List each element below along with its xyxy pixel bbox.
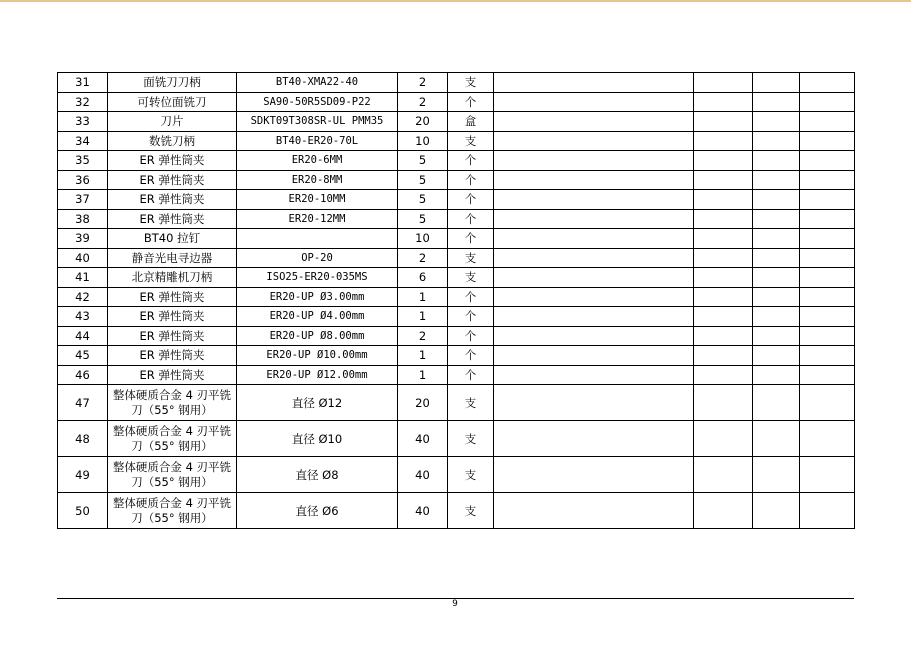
empty-cell — [753, 365, 800, 385]
empty-cell — [494, 92, 694, 112]
item-quantity-cell: 2 — [398, 92, 448, 112]
item-unit-cell: 个 — [448, 151, 494, 171]
empty-cell — [694, 385, 753, 421]
table-row — [58, 170, 855, 190]
empty-cell — [694, 326, 753, 346]
empty-cell — [694, 346, 753, 366]
item-quantity-cell: 40 — [398, 493, 448, 529]
empty-cell — [800, 326, 855, 346]
item-number-cell: 38 — [58, 209, 108, 229]
empty-cell — [800, 385, 855, 421]
table-row — [58, 151, 855, 171]
empty-cell — [494, 190, 694, 210]
empty-cell — [694, 73, 753, 93]
item-name-cell: ER 弹性筒夹 — [108, 190, 237, 210]
table-row — [58, 73, 855, 93]
empty-cell — [494, 421, 694, 457]
item-name-cell: ER 弹性筒夹 — [108, 151, 237, 171]
empty-cell — [694, 365, 753, 385]
item-number-cell: 32 — [58, 92, 108, 112]
empty-cell — [494, 73, 694, 93]
item-number-cell: 37 — [58, 190, 108, 210]
empty-cell — [694, 92, 753, 112]
item-unit-cell: 个 — [448, 326, 494, 346]
empty-cell — [800, 170, 855, 190]
item-quantity-cell: 5 — [398, 151, 448, 171]
item-name-cell: ER 弹性筒夹 — [108, 326, 237, 346]
table-row — [58, 326, 855, 346]
page-number: 9 — [452, 599, 458, 609]
item-model-cell: ER20-UP Ø8.00mm — [237, 326, 398, 346]
empty-cell — [753, 421, 800, 457]
item-name-cell: 整体硬质合金 4 刃平铣刀（55° 钢用） — [108, 493, 237, 529]
empty-cell — [753, 170, 800, 190]
table-row — [58, 287, 855, 307]
table-row — [58, 92, 855, 112]
item-name-cell: 整体硬质合金 4 刃平铣刀（55° 钢用） — [108, 385, 237, 421]
item-model-cell: 直径 Ø8 — [237, 457, 398, 493]
empty-cell — [694, 112, 753, 132]
item-model-cell: OP-20 — [237, 248, 398, 268]
empty-cell — [753, 385, 800, 421]
item-quantity-cell: 5 — [398, 209, 448, 229]
item-name-cell: ER 弹性筒夹 — [108, 307, 237, 327]
empty-cell — [800, 131, 855, 151]
empty-cell — [753, 112, 800, 132]
item-quantity-cell: 5 — [398, 170, 448, 190]
empty-cell — [753, 287, 800, 307]
item-number-cell: 42 — [58, 287, 108, 307]
item-unit-cell: 支 — [448, 73, 494, 93]
empty-cell — [753, 268, 800, 288]
item-quantity-cell: 10 — [398, 229, 448, 249]
item-name-cell: 可转位面铣刀 — [108, 92, 237, 112]
empty-cell — [753, 92, 800, 112]
item-name-cell: ER 弹性筒夹 — [108, 346, 237, 366]
empty-cell — [753, 326, 800, 346]
table-row — [58, 112, 855, 132]
item-quantity-cell: 1 — [398, 365, 448, 385]
table-row — [58, 248, 855, 268]
item-number-cell: 50 — [58, 493, 108, 529]
empty-cell — [694, 170, 753, 190]
item-quantity-cell: 1 — [398, 307, 448, 327]
item-unit-cell: 个 — [448, 170, 494, 190]
item-quantity-cell: 10 — [398, 131, 448, 151]
item-name-cell: 面铣刀刀柄 — [108, 73, 237, 93]
empty-cell — [694, 493, 753, 529]
empty-cell — [800, 190, 855, 210]
empty-cell — [694, 268, 753, 288]
item-quantity-cell: 2 — [398, 73, 448, 93]
table-body — [58, 73, 855, 529]
empty-cell — [800, 92, 855, 112]
empty-cell — [694, 248, 753, 268]
empty-cell — [753, 190, 800, 210]
empty-cell — [494, 112, 694, 132]
item-name-cell: BT40 拉钉 — [108, 229, 237, 249]
item-model-cell: ER20-UP Ø4.00mm — [237, 307, 398, 327]
empty-cell — [694, 209, 753, 229]
item-unit-cell: 个 — [448, 365, 494, 385]
empty-cell — [494, 287, 694, 307]
item-number-cell: 44 — [58, 326, 108, 346]
top-accent-rule — [0, 0, 911, 2]
item-number-cell: 35 — [58, 151, 108, 171]
empty-cell — [800, 287, 855, 307]
item-model-cell: ER20-8MM — [237, 170, 398, 190]
table-row — [58, 307, 855, 327]
empty-cell — [753, 151, 800, 171]
item-name-cell: ER 弹性筒夹 — [108, 209, 237, 229]
item-model-cell — [237, 229, 398, 249]
item-unit-cell: 支 — [448, 493, 494, 529]
item-model-cell: 直径 Ø10 — [237, 421, 398, 457]
empty-cell — [494, 326, 694, 346]
empty-cell — [800, 457, 855, 493]
item-unit-cell: 盒 — [448, 112, 494, 132]
empty-cell — [800, 248, 855, 268]
item-model-cell: SDKT09T308SR-UL PMM35 — [237, 112, 398, 132]
item-quantity-cell: 20 — [398, 112, 448, 132]
empty-cell — [753, 493, 800, 529]
empty-cell — [800, 229, 855, 249]
empty-cell — [494, 365, 694, 385]
empty-cell — [800, 209, 855, 229]
table-row — [58, 365, 855, 385]
table-row — [58, 493, 855, 529]
item-number-cell: 41 — [58, 268, 108, 288]
item-name-cell: ER 弹性筒夹 — [108, 365, 237, 385]
item-quantity-cell: 1 — [398, 287, 448, 307]
item-model-cell: 直径 Ø12 — [237, 385, 398, 421]
empty-cell — [800, 307, 855, 327]
item-number-cell: 46 — [58, 365, 108, 385]
item-unit-cell: 支 — [448, 421, 494, 457]
empty-cell — [694, 287, 753, 307]
empty-cell — [694, 457, 753, 493]
item-unit-cell: 支 — [448, 268, 494, 288]
item-name-cell: ER 弹性筒夹 — [108, 170, 237, 190]
item-quantity-cell: 6 — [398, 268, 448, 288]
item-unit-cell: 支 — [448, 457, 494, 493]
table-row — [58, 229, 855, 249]
item-unit-cell: 支 — [448, 385, 494, 421]
item-quantity-cell: 5 — [398, 190, 448, 210]
item-model-cell: SA90-50R5SD09-P22 — [237, 92, 398, 112]
item-unit-cell: 个 — [448, 190, 494, 210]
item-number-cell: 39 — [58, 229, 108, 249]
item-model-cell: ER20-UP Ø3.00mm — [237, 287, 398, 307]
item-unit-cell: 个 — [448, 287, 494, 307]
item-quantity-cell: 40 — [398, 457, 448, 493]
empty-cell — [800, 151, 855, 171]
empty-cell — [753, 229, 800, 249]
empty-cell — [494, 493, 694, 529]
item-number-cell: 43 — [58, 307, 108, 327]
item-name-cell: 数铣刀柄 — [108, 131, 237, 151]
item-unit-cell: 个 — [448, 229, 494, 249]
table-row — [58, 385, 855, 421]
item-name-cell: 北京精雕机刀柄 — [108, 268, 237, 288]
item-quantity-cell: 20 — [398, 385, 448, 421]
empty-cell — [753, 131, 800, 151]
empty-cell — [800, 73, 855, 93]
empty-cell — [694, 229, 753, 249]
item-quantity-cell: 1 — [398, 346, 448, 366]
table-row — [58, 131, 855, 151]
item-name-cell: 刀片 — [108, 112, 237, 132]
item-model-cell: ER20-UP Ø12.00mm — [237, 365, 398, 385]
item-quantity-cell: 40 — [398, 421, 448, 457]
item-number-cell: 49 — [58, 457, 108, 493]
item-quantity-cell: 2 — [398, 326, 448, 346]
item-unit-cell: 个 — [448, 346, 494, 366]
empty-cell — [694, 131, 753, 151]
item-number-cell: 48 — [58, 421, 108, 457]
item-quantity-cell: 2 — [398, 248, 448, 268]
item-unit-cell: 支 — [448, 248, 494, 268]
item-unit-cell: 支 — [448, 131, 494, 151]
item-model-cell: ER20-10MM — [237, 190, 398, 210]
item-number-cell: 31 — [58, 73, 108, 93]
item-model-cell: BT40-XMA22-40 — [237, 73, 398, 93]
item-number-cell: 47 — [58, 385, 108, 421]
item-model-cell: ER20-6MM — [237, 151, 398, 171]
empty-cell — [494, 457, 694, 493]
empty-cell — [494, 307, 694, 327]
empty-cell — [753, 248, 800, 268]
empty-cell — [494, 131, 694, 151]
item-name-cell: 整体硬质合金 4 刃平铣刀（55° 钢用） — [108, 457, 237, 493]
empty-cell — [694, 151, 753, 171]
empty-cell — [494, 229, 694, 249]
empty-cell — [753, 346, 800, 366]
empty-cell — [753, 307, 800, 327]
table-row — [58, 209, 855, 229]
item-number-cell: 33 — [58, 112, 108, 132]
item-model-cell: ER20-UP Ø10.00mm — [237, 346, 398, 366]
item-model-cell: 直径 Ø6 — [237, 493, 398, 529]
empty-cell — [800, 346, 855, 366]
table-row — [58, 346, 855, 366]
empty-cell — [494, 346, 694, 366]
empty-cell — [494, 268, 694, 288]
empty-cell — [753, 457, 800, 493]
item-name-cell: 静音光电寻边器 — [108, 248, 237, 268]
empty-cell — [800, 365, 855, 385]
empty-cell — [494, 209, 694, 229]
empty-cell — [800, 493, 855, 529]
empty-cell — [694, 307, 753, 327]
item-unit-cell: 个 — [448, 92, 494, 112]
item-model-cell: ER20-12MM — [237, 209, 398, 229]
empty-cell — [753, 73, 800, 93]
item-number-cell: 34 — [58, 131, 108, 151]
item-model-cell: BT40-ER20-70L — [237, 131, 398, 151]
empty-cell — [800, 268, 855, 288]
table-row — [58, 190, 855, 210]
table-row — [58, 268, 855, 288]
tool-list-table — [57, 72, 855, 529]
empty-cell — [800, 112, 855, 132]
item-name-cell: 整体硬质合金 4 刃平铣刀（55° 钢用） — [108, 421, 237, 457]
item-name-cell: ER 弹性筒夹 — [108, 287, 237, 307]
item-model-cell: ISO25-ER20-035MS — [237, 268, 398, 288]
empty-cell — [494, 248, 694, 268]
empty-cell — [494, 385, 694, 421]
item-number-cell: 40 — [58, 248, 108, 268]
empty-cell — [494, 170, 694, 190]
empty-cell — [694, 421, 753, 457]
item-number-cell: 45 — [58, 346, 108, 366]
table-row — [58, 421, 855, 457]
item-unit-cell: 个 — [448, 307, 494, 327]
empty-cell — [694, 190, 753, 210]
item-unit-cell: 个 — [448, 209, 494, 229]
item-number-cell: 36 — [58, 170, 108, 190]
table-row — [58, 457, 855, 493]
empty-cell — [494, 151, 694, 171]
empty-cell — [753, 209, 800, 229]
empty-cell — [800, 421, 855, 457]
